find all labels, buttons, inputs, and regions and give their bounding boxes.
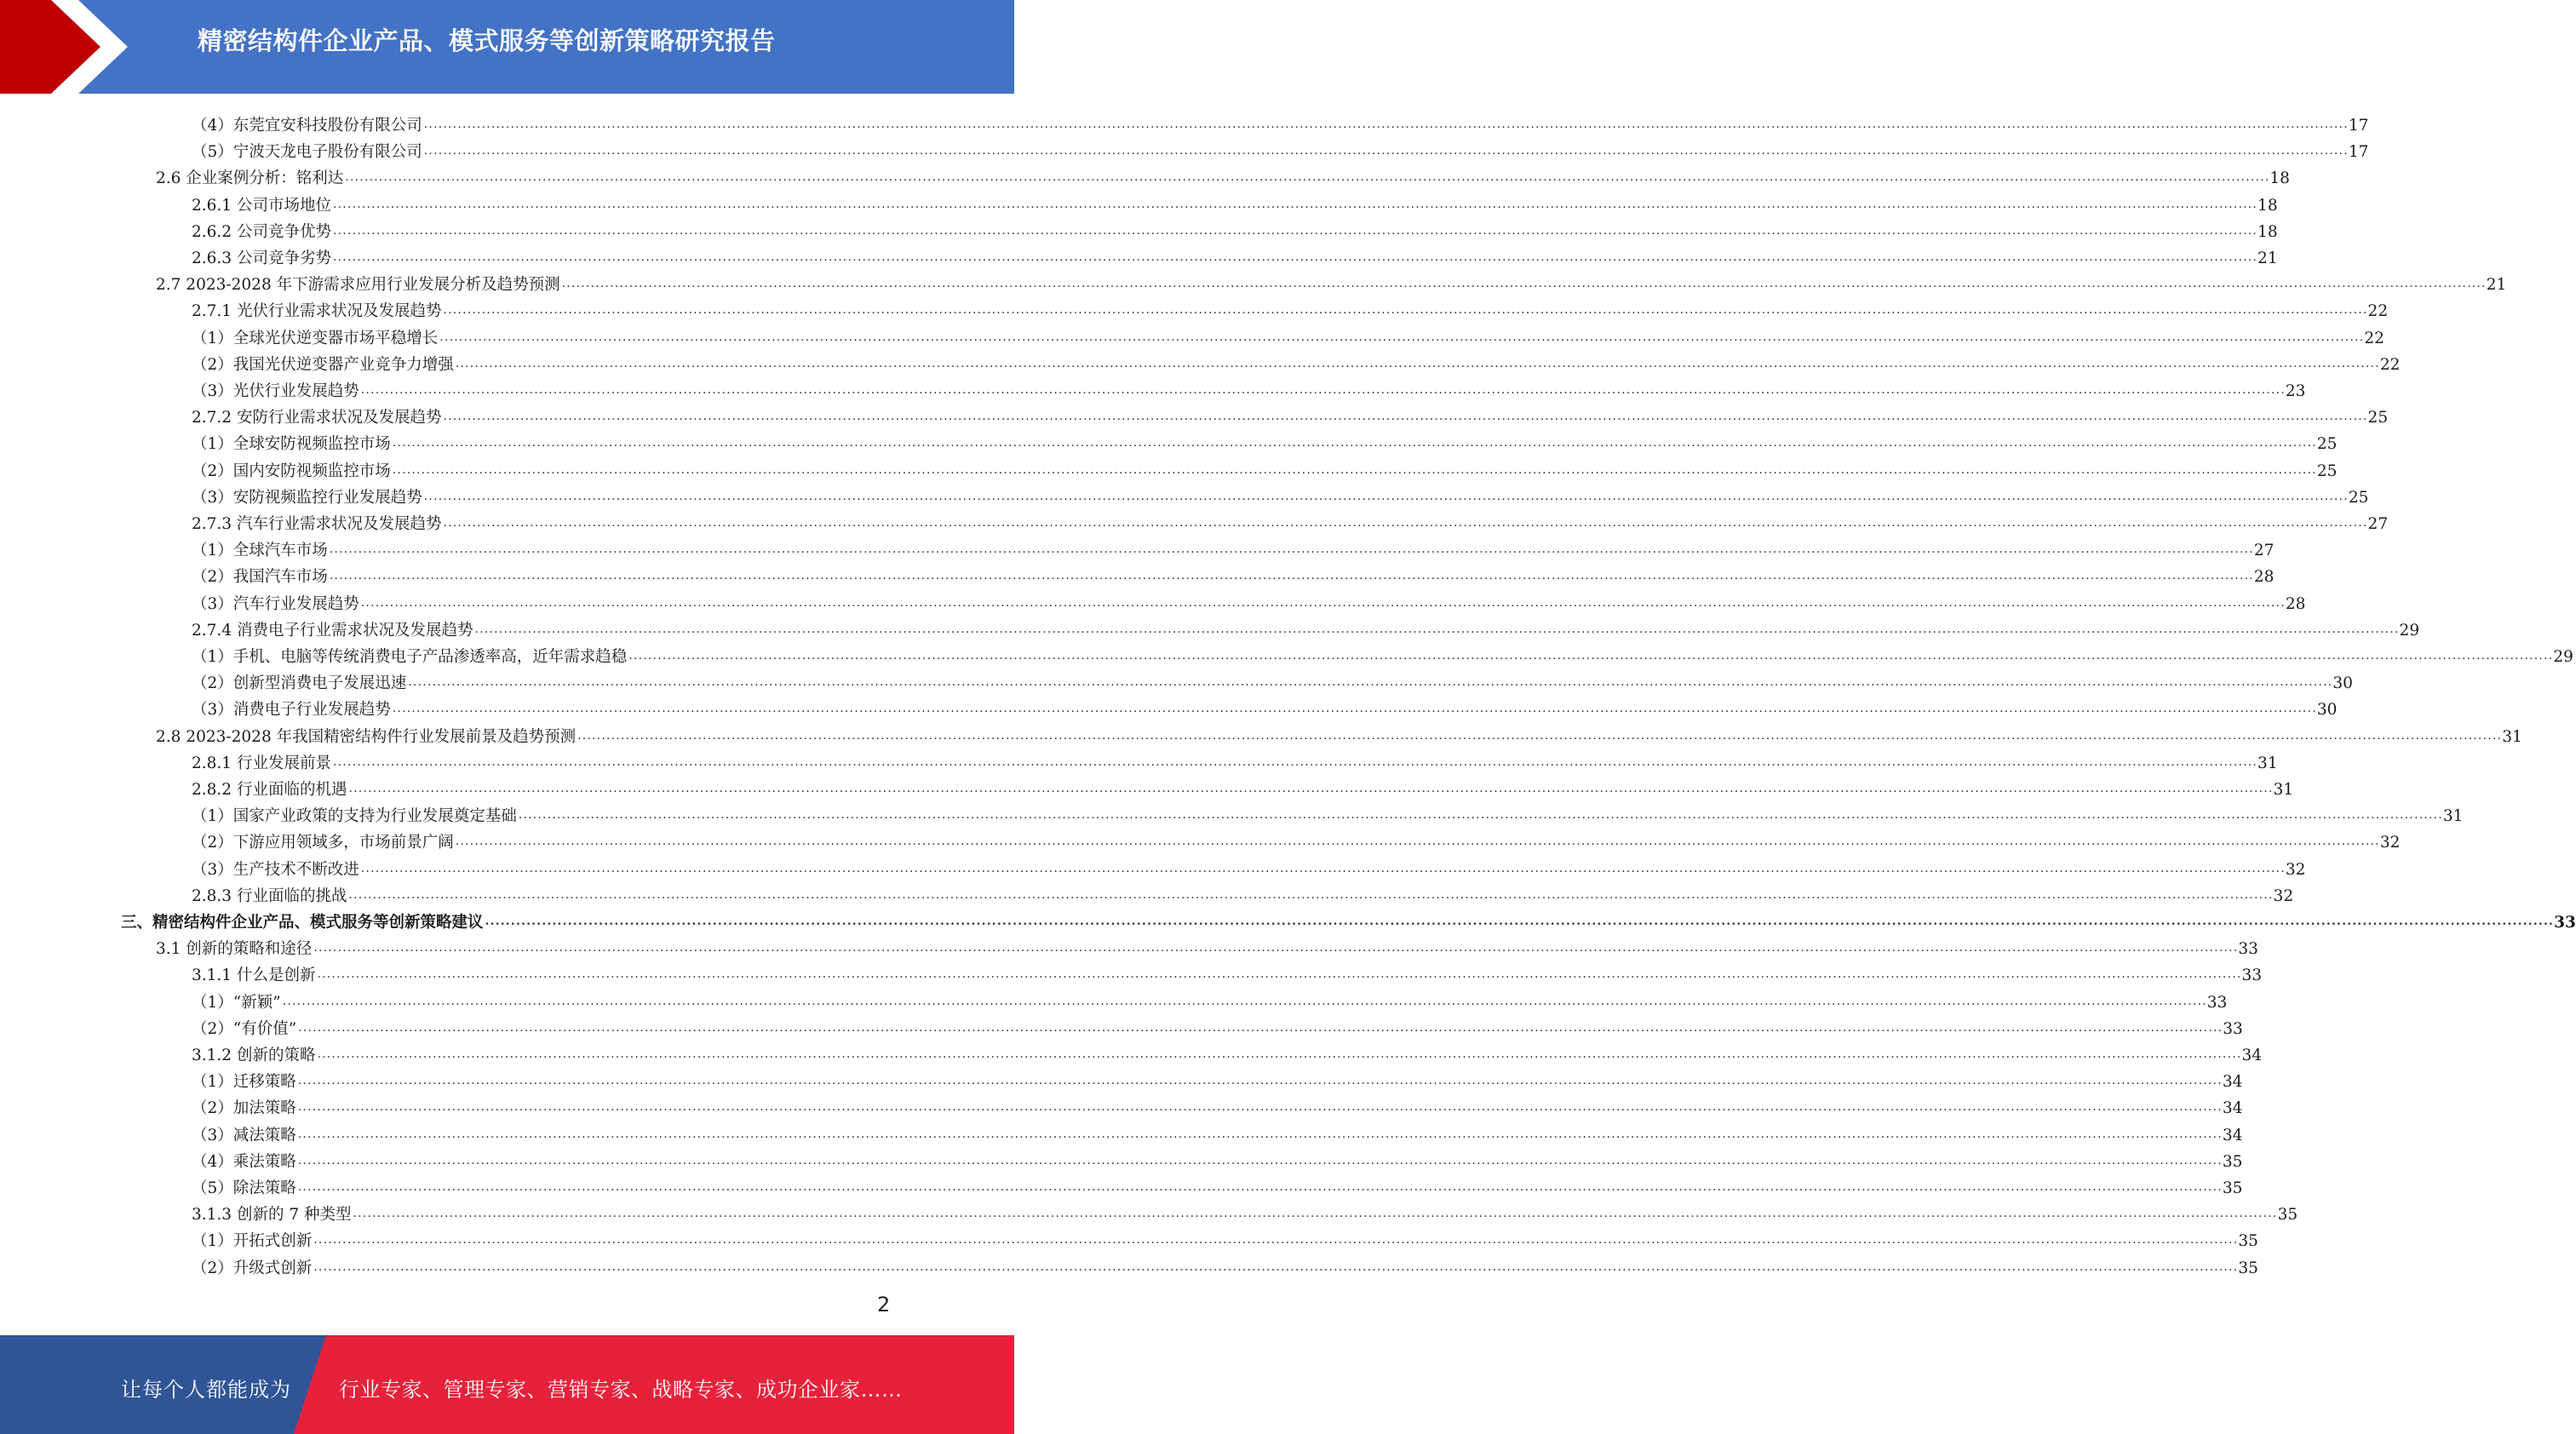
toc-entry[interactable]	[156, 268, 2507, 295]
toc-entry-page: 32	[2379, 834, 2401, 852]
toc-entry[interactable]	[192, 295, 2389, 321]
toc-entry-title: （4）乘法策略	[192, 1152, 296, 1171]
toc-dot-leader: ................................................................................................................................................................................................................................................................................................................................................................................................................	[332, 754, 2258, 769]
toc-entry-page: 35	[2238, 1259, 2258, 1277]
toc-entry-page: 22	[2367, 302, 2389, 321]
toc-entry[interactable]	[192, 215, 2278, 242]
toc-entry-title: （2）升级式创新	[192, 1259, 313, 1277]
toc-entry[interactable]	[192, 640, 2573, 667]
toc-dot-leader: ................................................................................................................................................................................................................................................................................................................................................................................................................	[577, 728, 2503, 743]
toc-entry-title: 2.6.1 公司市场地位	[192, 196, 331, 215]
toc-dot-leader: ................................................................................................................................................................................................................................................................................................................................................................................................................	[297, 1074, 2223, 1088]
toc-entry[interactable]	[192, 560, 2275, 587]
toc-entry-title: 2.8 2023-2028 年我国精密结构件行业发展前景及趋势预测	[156, 727, 577, 746]
toc-entry-page: 21	[2258, 250, 2278, 267]
toc-entry[interactable]	[192, 481, 2369, 508]
toc-entry-page: 34	[2241, 1047, 2263, 1064]
toc-entry-page: 34	[2222, 1073, 2243, 1092]
toc-entry[interactable]	[192, 747, 2278, 773]
toc-dot-leader: ................................................................................................................................................................................................................................................................................................................................................................................................................	[313, 941, 2239, 955]
toc-entry[interactable]	[192, 588, 2306, 614]
toc-entry-title: （5）除法策略	[192, 1179, 296, 1197]
toc-entry[interactable]	[192, 986, 2228, 1012]
toc-entry[interactable]	[192, 1012, 2243, 1039]
toc-entry[interactable]	[192, 242, 2278, 268]
toc-entry-title: 2.6.3 公司竞争劣势	[192, 250, 331, 267]
toc-entry[interactable]	[192, 1225, 2258, 1251]
toc-entry[interactable]	[192, 1092, 2243, 1118]
toc-entry-page: 18	[2258, 196, 2278, 215]
toc-entry[interactable]	[192, 322, 2384, 348]
toc-entry-title: （3）生产技术不断改进	[192, 860, 359, 879]
toc-entry[interactable]	[156, 720, 2522, 747]
toc-entry-page: 28	[2285, 594, 2306, 613]
toc-dot-leader: ................................................................................................................................................................................................................................................................................................................................................................................................................	[313, 1233, 2239, 1248]
toc-entry-page: 35	[2277, 1206, 2298, 1225]
toc-entry[interactable]	[192, 773, 2294, 800]
toc-entry-page: 33	[2223, 1019, 2243, 1038]
toc-dot-leader: ................................................................................................................................................................................................................................................................................................................................................................................................................	[348, 887, 2274, 902]
toc-entry-title: （4）东莞宜安科技股份有限公司	[192, 117, 422, 135]
toc-entry-page: 34	[2222, 1126, 2243, 1144]
footer-slogan-left: 让每个人都能成为	[121, 1378, 291, 1402]
toc-dot-leader: ................................................................................................................................................................................................................................................................................................................................................................................................................	[360, 383, 2286, 397]
toc-entry[interactable]	[192, 693, 2338, 720]
toc-entry-title: 2.7.3 汽车行业需求状况及发展趋势	[192, 515, 442, 533]
toc-entry[interactable]	[156, 932, 2258, 959]
toc-entry-page: 17	[2348, 143, 2369, 162]
toc-entry-page: 31	[2442, 807, 2464, 826]
toc-entry-title: 2.6.2 公司竞争优势	[192, 222, 331, 241]
toc-entry-page: 31	[2258, 754, 2278, 772]
toc-entry[interactable]	[192, 135, 2369, 162]
toc-entry[interactable]	[192, 614, 2420, 640]
toc-entry-page: 22	[2364, 329, 2384, 347]
toc-entry-title: （3）光伏行业发展趋势	[192, 382, 359, 400]
toc-entry[interactable]	[192, 189, 2278, 215]
toc-dot-leader: ................................................................................................................................................................................................................................................................................................................................................................................................................	[329, 569, 2254, 583]
toc-entry-title: （3）安防视频监控行业发展趋势	[192, 488, 422, 507]
toc-entry[interactable]	[192, 1172, 2243, 1198]
toc-entry-title: 3.1.1 什么是创新	[192, 967, 316, 985]
toc-dot-leader: ................................................................................................................................................................................................................................................................................................................................................................................................................	[282, 994, 2207, 1008]
toc-entry-title: 2.8.3 行业面临的挑战	[192, 886, 347, 905]
toc-entry-page: 35	[2222, 1179, 2243, 1197]
toc-entry-page: 33	[2241, 967, 2263, 985]
toc-dot-leader: ................................................................................................................................................................................................................................................................................................................................................................................................................	[313, 1259, 2239, 1274]
toc-entry[interactable]	[192, 853, 2306, 880]
toc-entry-title: （5）宁波天龙电子股份有限公司	[192, 143, 422, 162]
toc-entry[interactable]	[156, 162, 2290, 188]
toc-entry-title: （3）汽车行业发展趋势	[192, 594, 359, 613]
toc-entry-page: 22	[2379, 355, 2401, 374]
toc-entry[interactable]	[192, 800, 2464, 826]
toc-entry[interactable]	[192, 1065, 2243, 1092]
toc-entry[interactable]	[192, 455, 2338, 481]
toc-dot-leader: ................................................................................................................................................................................................................................................................................................................................................................................................................	[297, 1100, 2223, 1115]
toc-entry[interactable]	[192, 1145, 2243, 1172]
toc-dot-leader: ................................................................................................................................................................................................................................................................................................................................................................................................................	[455, 835, 2380, 849]
toc-entry[interactable]	[192, 1198, 2298, 1225]
toc-entry-title: （3）减法策略	[192, 1126, 296, 1144]
toc-entry-title: （3）消费电子行业发展趋势	[192, 701, 391, 720]
toc-entry-page: 32	[2285, 860, 2306, 879]
toc-entry-page: 31	[2502, 727, 2522, 746]
toc-entry-page: 35	[2238, 1232, 2258, 1251]
toc-dot-leader: ................................................................................................................................................................................................................................................................................................................................................................................................................	[332, 250, 2258, 264]
toc-entry-title: 3.1.2 创新的策略	[192, 1047, 316, 1064]
toc-entry[interactable]	[192, 1252, 2258, 1278]
toc-entry-page: 29	[2399, 621, 2420, 640]
toc-entry-page: 27	[2253, 542, 2275, 560]
toc-dot-leader: ................................................................................................................................................................................................................................................................................................................................................................................................................	[360, 861, 2286, 875]
toc-entry-title: 2.7.4 消费电子行业需求状况及发展趋势	[192, 621, 473, 640]
page-number: 2	[877, 1293, 891, 1316]
toc-entry-page: 17	[2348, 117, 2369, 135]
toc-dot-leader: ................................................................................................................................................................................................................................................................................................................................................................................................................	[392, 436, 2317, 450]
toc-entry-page: 18	[2258, 222, 2278, 241]
toc-dot-leader: ................................................................................................................................................................................................................................................................................................................................................................................................................	[360, 595, 2286, 610]
toc-entry[interactable]	[192, 1119, 2243, 1145]
toc-entry-page: 31	[2273, 781, 2294, 799]
toc-entry[interactable]	[192, 348, 2401, 375]
toc-entry-title: 三、精密结构件企业产品、模式服务等创新策略建议	[121, 914, 484, 932]
toc-entry-title: （2）国内安防视频监控市场	[192, 462, 391, 480]
toc-entry[interactable]	[192, 427, 2338, 454]
toc-dot-leader: ................................................................................................................................................................................................................................................................................................................................................................................................................	[474, 622, 2400, 636]
toc-entry[interactable]	[192, 1039, 2263, 1065]
toc-entry-page: 30	[2316, 701, 2338, 720]
toc-dot-leader: ................................................................................................................................................................................................................................................................................................................................................................................................................	[297, 1127, 2223, 1141]
toc-entry-title: 2.8.1 行业发展前景	[192, 754, 331, 772]
toc-entry-page: 33	[2238, 940, 2258, 959]
toc-dot-leader: ................................................................................................................................................................................................................................................................................................................................................................................................................	[439, 330, 2365, 344]
toc-dot-leader: ................................................................................................................................................................................................................................................................................................................................................................................................................	[329, 542, 2254, 557]
toc-entry-title: 2.8.2 行业面临的机遇	[192, 781, 347, 799]
toc-dot-leader: ................................................................................................................................................................................................................................................................................................................................................................................................................	[443, 410, 2368, 424]
toc-entry-title: （1）开拓式创新	[192, 1232, 313, 1251]
toc-entry-title: （1）手机、电脑等传统消费电子产品渗透率高，近年需求趋稳	[192, 648, 628, 666]
toc-entry[interactable]	[192, 667, 2353, 693]
toc-dot-leader: ................................................................................................................................................................................................................................................................................................................................................................................................................	[628, 649, 2554, 663]
toc-entry-page: 25	[2367, 409, 2389, 427]
toc-dot-leader: ................................................................................................................................................................................................................................................................................................................................................................................................................	[392, 702, 2317, 716]
toc-entry[interactable]	[121, 906, 2576, 932]
toc-dot-leader: ................................................................................................................................................................................................................................................................................................................................................................................................................	[408, 675, 2333, 690]
toc-entry-page: 35	[2222, 1152, 2243, 1171]
toc-entry-page: 34	[2222, 1099, 2243, 1118]
toc-dot-leader: ................................................................................................................................................................................................................................................................................................................................................................................................................	[332, 197, 2258, 211]
toc-dot-leader: ................................................................................................................................................................................................................................................................................................................................................................................................................	[297, 1180, 2223, 1194]
toc-entry-title: （2）创新型消费电子发展迅速	[192, 674, 407, 693]
toc-dot-leader: ................................................................................................................................................................................................................................................................................................................................................................................................................	[455, 356, 2380, 370]
toc-entry-title: （2）我国汽车市场	[192, 568, 328, 587]
toc-dot-leader: ................................................................................................................................................................................................................................................................................................................................................................................................................	[423, 118, 2349, 131]
toc-dot-leader: ................................................................................................................................................................................................................................................................................................................................................................................................................	[423, 144, 2349, 158]
toc-entry-title: 2.7.1 光伏行业需求状况及发展趋势	[192, 302, 442, 321]
toc-entry-page: 30	[2332, 674, 2353, 693]
toc-dot-leader: ................................................................................................................................................................................................................................................................................................................................................................................................................	[317, 1047, 2242, 1061]
toc-entry-title: 2.7 2023-2028 年下游需求应用行业发展分析及趋势预测	[156, 276, 560, 295]
toc-dot-leader: ................................................................................................................................................................................................................................................................................................................................................................................................................	[298, 1020, 2223, 1035]
toc-entry[interactable]	[192, 109, 2369, 135]
toc-entry-page: 28	[2253, 568, 2275, 587]
toc-entry-page: 25	[2316, 462, 2338, 480]
toc-dot-leader: ................................................................................................................................................................................................................................................................................................................................................................................................................	[561, 277, 2487, 291]
toc-entry-title: 3.1.3 创新的 7 种类型	[192, 1206, 352, 1225]
footer-slogan-right: 行业专家、管理专家、营销专家、战略专家、成功企业家……	[339, 1378, 903, 1402]
toc-dot-leader: ................................................................................................................................................................................................................................................................................................................................................................................................................	[297, 1153, 2223, 1167]
toc-dot-leader: ................................................................................................................................................................................................................................................................................................................................................................................................................	[485, 915, 2555, 928]
toc-entry[interactable]	[192, 401, 2389, 427]
toc-entry[interactable]	[192, 959, 2263, 985]
toc-entry-title: 2.6 企业案例分析：铭利达	[156, 169, 344, 188]
toc-entry-page: 18	[2269, 169, 2290, 188]
toc-entry-title: （2）我国光伏逆变器产业竞争力增强	[192, 355, 454, 374]
toc-entry-page: 33	[2554, 914, 2576, 932]
toc-entry-page: 27	[2367, 515, 2389, 533]
toc-entry-page: 23	[2285, 382, 2306, 400]
toc-dot-leader: ................................................................................................................................................................................................................................................................................................................................................................................................................	[353, 1207, 2278, 1221]
toc-entry[interactable]	[192, 880, 2294, 906]
toc-entry-title: （1）全球汽车市场	[192, 542, 328, 560]
toc-entry[interactable]	[192, 826, 2401, 852]
toc-entry-title: （1）迁移策略	[192, 1073, 296, 1092]
toc-dot-leader: ................................................................................................................................................................................................................................................................................................................................................................................................................	[443, 303, 2368, 318]
toc-entry-page: 25	[2348, 488, 2369, 507]
toc-entry-page: 33	[2206, 993, 2228, 1012]
toc-dot-leader: ................................................................................................................................................................................................................................................................................................................................................................................................................	[345, 170, 2270, 185]
toc-entry-page: 21	[2486, 276, 2507, 295]
toc-entry-page: 25	[2316, 435, 2338, 454]
toc-entry-title: （2）加法策略	[192, 1099, 296, 1118]
toc-entry-title: （2）“有价值”	[192, 1019, 297, 1038]
toc-entry-title: （1）全球光伏逆变器市场平稳增长	[192, 329, 439, 347]
toc-entry-title: （1）全球安防视频监控市场	[192, 435, 391, 454]
toc-entry-title: （1）“新颖”	[192, 993, 281, 1012]
toc-entry[interactable]	[192, 375, 2306, 401]
toc-dot-leader: ................................................................................................................................................................................................................................................................................................................................................................................................................	[392, 462, 2317, 477]
page-header	[0, 0, 1014, 94]
toc-dot-leader: ................................................................................................................................................................................................................................................................................................................................................................................................................	[332, 223, 2258, 238]
page-footer	[0, 1335, 1014, 1434]
toc-entry-title: 3.1 创新的策略和途径	[156, 940, 313, 959]
toc-entry-title: 2.7.2 安防行业需求状况及发展趋势	[192, 409, 442, 427]
toc-dot-leader: ................................................................................................................................................................................................................................................................................................................................................................................................................	[348, 782, 2274, 795]
report-title: 精密结构件企业产品、模式服务等创新策略研究报告	[198, 26, 776, 55]
toc-entry-page: 32	[2273, 886, 2294, 905]
toc-entry-title: （1）国家产业政策的支持为行业发展奠定基础	[192, 807, 517, 826]
toc-entry-title: （2）下游应用领域多，市场前景广阔	[192, 834, 454, 852]
toc-dot-leader: ................................................................................................................................................................................................................................................................................................................................................................................................................	[317, 967, 2242, 982]
toc-entry[interactable]	[192, 508, 2389, 534]
toc-dot-leader: ................................................................................................................................................................................................................................................................................................................................................................................................................	[518, 808, 2443, 823]
toc-entry-page: 29	[2553, 648, 2573, 666]
toc-dot-leader: ................................................................................................................................................................................................................................................................................................................................................................................................................	[423, 489, 2349, 503]
toc-entry[interactable]	[192, 534, 2275, 560]
toc-dot-leader: ................................................................................................................................................................................................................................................................................................................................................................................................................	[443, 516, 2368, 530]
